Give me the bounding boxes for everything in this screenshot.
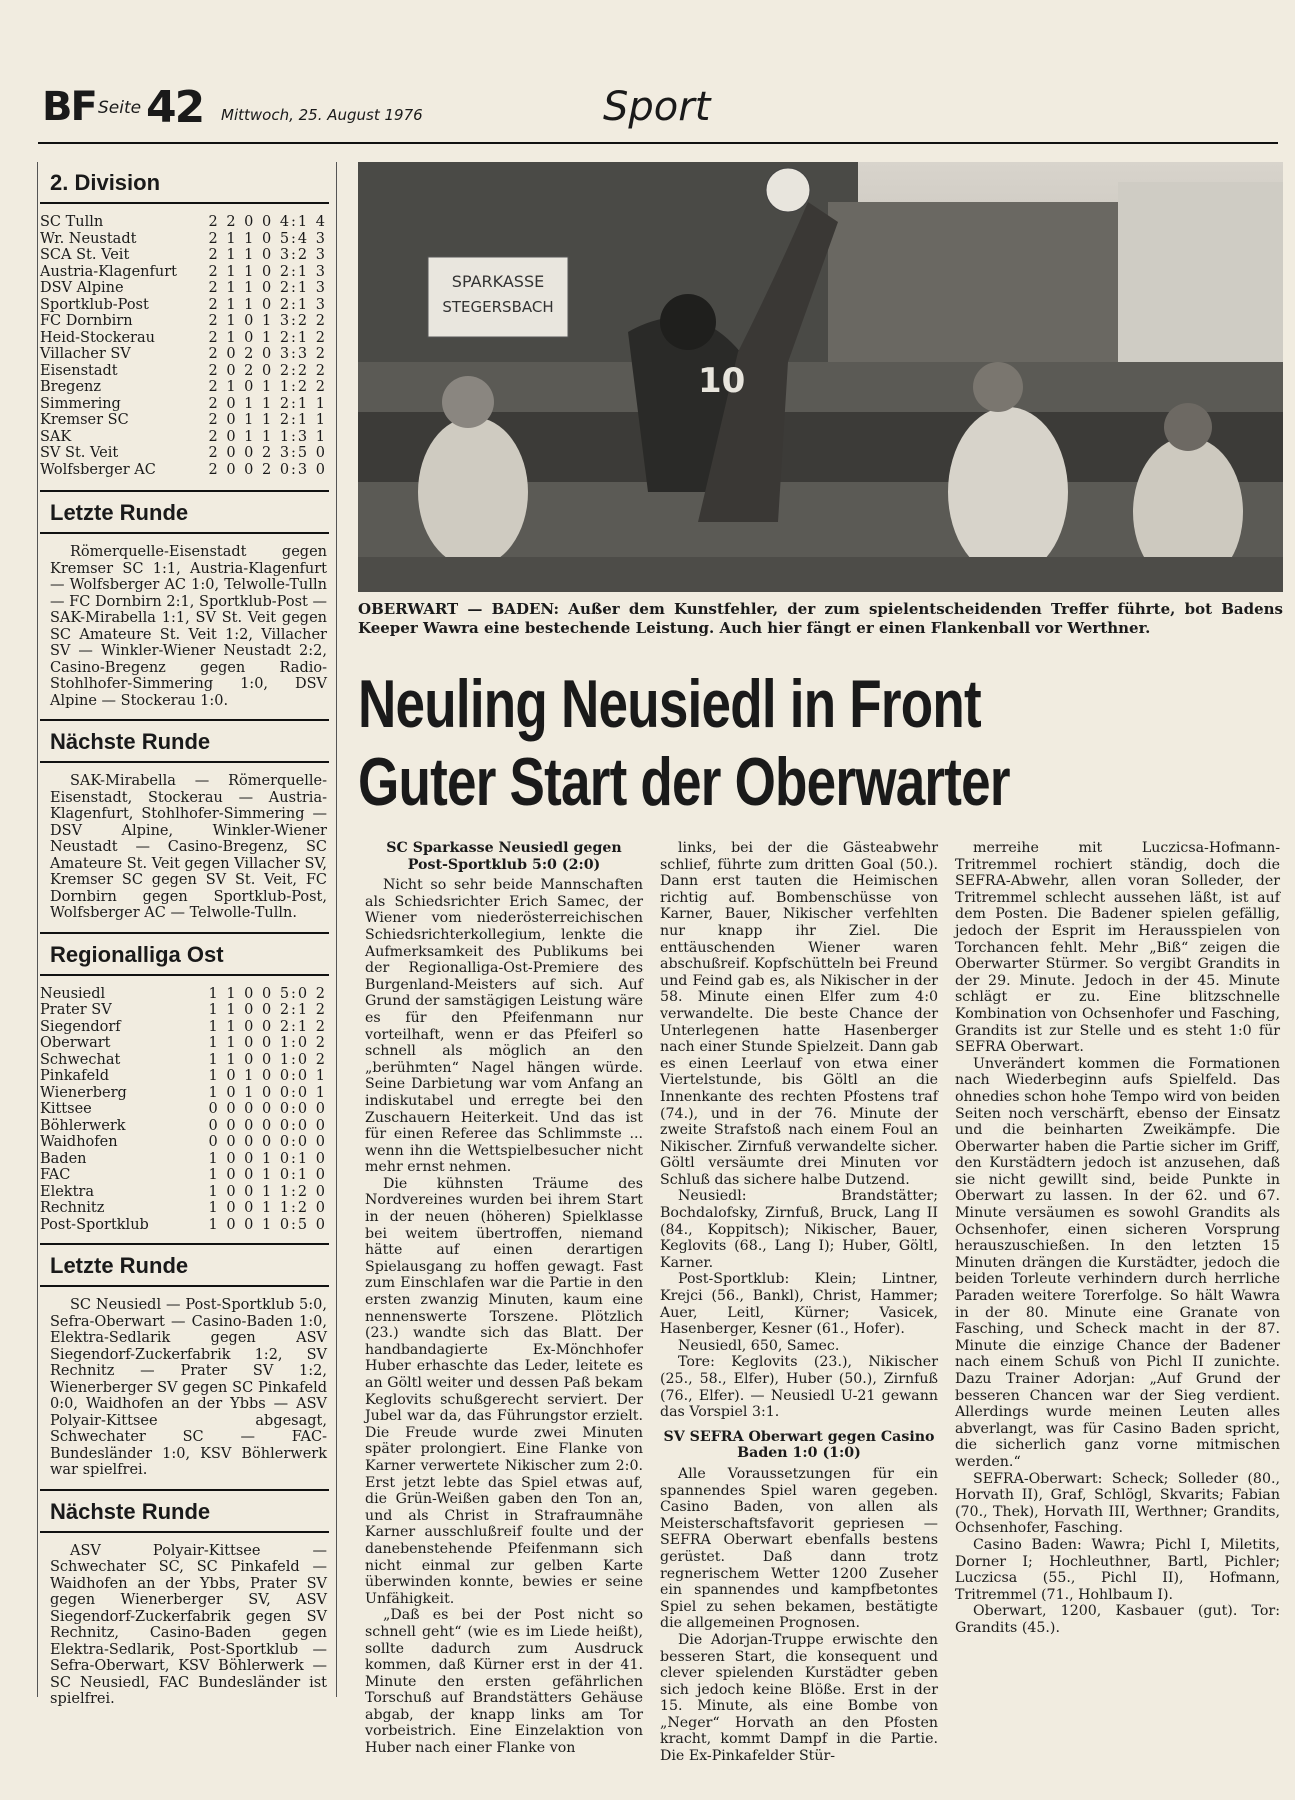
match-2-subheading: SV SEFRA Oberwart gegen Casino Baden 1:0 (1:0) <box>663 1428 935 1462</box>
team-record: 2 1 1 0 2:1 3 <box>208 263 327 280</box>
team-name: DSV Alpine <box>40 280 124 296</box>
lineup-neusiedl: Neusiedl: Brandstätter; Bochdalofsky, Zirnfuß, Bruck, Lang II (84., Koppitsch); Nikischer, Bauer, Keglovits (68., Lang I); Huber, Göltl, Karner. <box>660 1188 938 1271</box>
regio-next-round-heading: Nächste Runde <box>40 1489 329 1533</box>
team-name: Heid-Stockerau <box>40 329 155 346</box>
team-record: 1 1 0 0 2:1 2 <box>208 1002 327 1018</box>
article-paragraph: Unverändert kommen die Formationen nach Wiederbeginn aufs Spielfeld. Das ohnedies schon hohe Tempo wird von beiden Seiten noch verschärft, ebenso der Einsatz und die beinharten Zweikämpfe. Die Oberwarter haben die Partie sicher im Griff, den Kurstädtern jedoch ist anzusehen, daß sie nicht gewillt sind, beide Punkte in Oberwart zu lassen. In der 62. und 67. Minute versäumen es sowohl Grandits als Ochsenhofer, einen sicheren Vorsprung herauszuschießen. In den letzten 15 Minuten drängen die Kurstädter, jedoch die beiden Torleute verhindern durch herrliche Paraden weitere Torerfolge. So hält Wawra in der 80. Minute eine Granate von Fasching, und Scheck macht in der 87. Minute die einzige Chance der Badener nach einem Schuß von Pichl II zunichte. Dazu Trainer Adorjan: „Auf Grund der besseren Chancen war der Sieg verdient. Allerdings wurde meinen Leuten alles abverlangt, was für Casino Baden spricht, die sicherlich ganz vorne mitmischen werden.“ <box>955 1055 1280 1470</box>
team-record: 1 0 1 0 0:0 1 <box>208 1084 327 1101</box>
team-name: Waidhofen <box>40 1134 118 1150</box>
issue-date: Mittwoch, 25. August 1976 <box>221 106 423 124</box>
article-column-3 <box>955 840 1280 1637</box>
team-name: Prater SV <box>40 1002 112 1018</box>
article-column-1 <box>365 840 643 1757</box>
regio-next-round-text: ASV Polyair-Kittsee — Schwechater SC, SC Pinkafeld — Waidhofen an der Ybbs, Prater SV gegen Wienerberger SV, ASV Siegendorf-Zuckerfabrik gegen SV Rechnitz, Casino-Baden gegen Elektra-Sedlarik, Post-Sportklub — Sefra-Oberwart, KSV Böhlerwerk — SC Neusiedl, FAC Bundesländer ist spielfrei. <box>50 1542 327 1707</box>
article-paragraph: merreihe mit Luczicsa-Hofmann-Tritremmel rochiert ständig, doch die SEFRA-Abwehr, allen voran Solleder, der Tritremmel schlecht aussehen läßt, ist auf dem Posten. Die Badener spielen gefällig, jedoch der Esprit im Herausspielen von Torchancen fehlt. Mehr „Biß“ zeigen die Oberwarter Stürmer. So vergibt Grandits in der 29. Minute. Jedoch in der 45. Minute schlägt er zu. Eine blitzschnelle Kombination von Ochsenhofer und Fasching, Grandits ist zur Stelle und es steht 1:0 für SEFRA Oberwart. <box>955 840 1280 1056</box>
match-photo <box>358 162 1283 592</box>
team-name: Wr. Neustadt <box>40 230 137 247</box>
team-record: 2 0 1 1 1:3 1 <box>208 428 327 445</box>
headline-line-2: Guter Start der Oberwarter <box>358 744 1010 820</box>
team-name: Neusiedl <box>40 985 106 1002</box>
regionalliga-heading: Regionalliga Ost <box>40 932 329 976</box>
team-name: Oberwart <box>40 1035 111 1051</box>
team-record: 1 1 0 0 2:1 2 <box>208 1018 327 1035</box>
team-record: 2 1 0 1 2:1 2 <box>208 329 327 346</box>
team-record: 1 0 0 1 1:2 0 <box>208 1200 327 1216</box>
team-record: 1 1 0 0 1:0 2 <box>208 1035 327 1051</box>
team-record: 1 0 0 1 1:2 0 <box>208 1183 327 1200</box>
team-record: 2 1 1 0 2:1 3 <box>208 280 327 296</box>
team-name: Bregenz <box>40 379 102 395</box>
team-record: 2 2 0 0 4:1 4 <box>208 214 327 230</box>
team-name: Pinkafeld <box>40 1068 110 1084</box>
goals-info: Tore: Keglovits (23.), Nikischer (25., 58., Elfer), Huber (50.), Zirnfuß (76., Elfer). — Neusiedl U-21 gewann das Vorspiel 3:1. <box>660 1354 938 1421</box>
team-name: Sportklub-Post <box>40 296 149 313</box>
photo-banner-text-2: STEGERSBACH <box>442 298 554 316</box>
team-name: SCA St. Veit <box>40 247 130 263</box>
team-record: 1 0 0 1 0:5 0 <box>208 1216 327 1233</box>
team-name: Rechnitz <box>40 1200 105 1216</box>
regio-last-round-text: SC Neusiedl — Post-Sportklub 5:0, Sefra-Oberwart — Casino-Baden 1:0, Elektra-Sedlarik gegen ASV Siegendorf-Zuckerfabrik 1:2, SV Rechnitz — Prater SV 1:2, Wienerberger SV gegen SC Pinkafeld 0:0, Waidhofen an der Ybbs — ASV Polyair-Kittsee abgesagt, Schwechater SC — FAC-Bundesländer 1:0, KSV Böhlerwerk war spielfrei. <box>50 1297 327 1478</box>
team-name: Elektra <box>40 1183 94 1200</box>
division-2-heading: 2. Division <box>40 162 329 204</box>
match-1-subheading: SC Sparkasse Neusiedl gegen Post-Sportklub 5:0 (2:0) <box>386 840 622 873</box>
team-record: 2 0 0 2 3:5 0 <box>208 445 327 461</box>
div2-last-round-heading: Letzte Runde <box>40 490 329 534</box>
page-label: Seite <box>98 98 142 118</box>
team-record: 2 1 0 1 3:2 2 <box>208 313 327 329</box>
team-record: 2 1 0 1 1:2 2 <box>208 379 327 395</box>
team-record: 1 1 0 0 1:0 2 <box>208 1051 327 1068</box>
team-record: 1 0 0 1 0:1 0 <box>208 1150 327 1167</box>
photo-banner-text-1: SPARKASSE <box>451 272 545 291</box>
team-name: Wolfsberger AC <box>40 461 156 478</box>
team-record: 1 1 0 0 5:0 2 <box>208 985 327 1002</box>
div2-next-round-text: SAK-Mirabella — Römerquelle-Eisenstadt, Stockerau — Austria-Klagenfurt, Stohlhofer-Simmering — DSV Alpine, Winkler-Wiener Neustadt — Casino-Bregenz, SC Amateure St. Veit gegen Villacher SV, Kremser SC gegen SV St. Veit, FC Dornbirn gegen Sportklub-Post, Wolfsberger AC — Telwolle-Tulln. <box>50 773 328 921</box>
match-info: Neusiedl, 650, Samec. <box>678 1337 840 1354</box>
match-info: Oberwart, 1200, Kasbauer (gut). Tor: Grandits (45.). <box>955 1603 1280 1636</box>
article-paragraph: Alle Voraussetzungen für ein spannendes Spiel waren gegeben. Casino Baden, von allen als Meisterschaftsfavorit gepriesen — SEFRA Oberwart ebenfalls bestens gerüstet. Daß dann trotz regnerischem Wetter 1200 Zuseher ein spannendes und kampfbetontes Spiel zu sehen bekamen, bestätigte die allgemeinen Prognosen. <box>660 1465 938 1632</box>
lineup-baden: Casino Baden: Wawra; Pichl I, Miletits, Dorner I; Hochleuthner, Bartl, Pichler; Luczicsa (55., Pichl II), Hofmann, Tritremmel (71., Hohlbaum I). <box>955 1536 1280 1603</box>
team-name: FAC <box>40 1167 71 1183</box>
team-record: 0 0 0 0 0:0 0 <box>208 1101 327 1117</box>
team-name: Austria-Klagenfurt <box>40 263 177 280</box>
article-paragraph: Die Adorjan-Truppe erwischte den besseren Start, die konsequent und clever spielenden Kurstädter geben sich jedoch keine Blöße. Erst in der 15. Minute, als eine Bombe von „Neger“ Horvath an den Pfosten kracht, kommt Dampf in die Partie. Die Ex-Pinkafelder Stür- <box>660 1631 938 1765</box>
main-headline <box>358 665 1080 821</box>
team-name: Wienerberg <box>40 1084 127 1101</box>
div2-last-round-text: Römerquelle-Eisenstadt gegen Kremser SC 1:1, Austria-Klagenfurt — Wolfsberger AC 1:0, Telwolle-Tulln — FC Dornbirn 2:1, Sportklub-Post — SAK-Mirabella 1:1, SV St. Veit gegen SC Amateure St. Veit 1:2, Villacher SV — Winkler-Wiener Neustadt 2:2, Casino-Bregenz gegen Radio-Stohlhofer-Simmering 1:0, DSV Alpine — Stockerau 1:0. <box>50 544 327 709</box>
article-paragraph: „Daß es bei der Post nicht so schnell geht“ (wie es im Liede heißt), sollte dadurch zum Ausdruck kommen, daß Kürner erst in der 41. Minute den ersten gefährlichen Torschuß auf Brandstätters Gehäuse abgab, der knapp links am Tor vorbeistrich. Eine Einzelaktion von Huber nach einer Flanke von <box>365 1607 643 1757</box>
team-record: 1 0 0 1 0:1 0 <box>208 1167 327 1183</box>
regio-last-round-heading: Letzte Runde <box>40 1243 329 1287</box>
team-name: Kremser SC <box>40 412 129 428</box>
article-paragraph: Die kühnsten Träume des Nordvereines wurden bei ihrem Start in der neuen (höheren) Spielklasse bei weitem übertroffen, niemand hätte auf einen derartigen Spielausgang zu hoffen gewagt. Fast zum Einschlafen war die Partie in den ersten zwanzig Minuten, kaum eine nennenswerte Torszene. Plötzlich (23.) wandte sich das Blatt. Der handbandagierte Ex-Mönchhofer Huber erhaschte das Leder, leitete es an Göltl weiter und dessen Paß bekam Keglovits schußgerecht serviert. Der Jubel war da, das Führungstor erzielt. Die Freude wurde zwei Minuten später prolongiert. Eine Flanke von Karner verwertete Nikischer zum 2:0. Erst jetzt lebte das Spiel etwas auf, die Grün-Weißen gaben den Ton an, und als Christ in Strafraumnähe Karner ausschlußreif foulte und der danebenstehende Pfeifenmann sich nicht einmal zur gelben Karte überwinden konnte, bewies er seine Unfähigkeit. <box>365 1175 643 1607</box>
headline-line-1: Neuling Neusiedl in Front <box>358 666 981 742</box>
team-name: FC Dornbirn <box>40 313 133 329</box>
standings-column <box>40 162 335 1708</box>
team-name: Eisenstadt <box>40 362 118 379</box>
team-record: 2 1 1 0 3:2 3 <box>208 247 327 263</box>
team-name: SC Tulln <box>40 214 104 230</box>
team-record: 0 0 0 0 0:0 0 <box>208 1117 327 1134</box>
team-record: 2 0 1 1 2:1 1 <box>208 395 327 412</box>
team-name: Baden <box>40 1150 87 1167</box>
team-name: Simmering <box>40 395 121 412</box>
team-name: Schwechat <box>40 1051 121 1068</box>
team-record: 2 0 2 0 3:3 2 <box>208 346 327 362</box>
section-title: Sport <box>603 84 711 130</box>
team-record: 2 0 2 0 2:2 2 <box>208 362 327 379</box>
team-record: 2 0 0 2 0:3 0 <box>208 461 327 478</box>
team-name: Post-Sportklub <box>40 1216 149 1233</box>
team-name: Siegendorf <box>40 1018 121 1035</box>
article-column-2 <box>660 840 938 1765</box>
page-number: 42 <box>146 82 204 133</box>
team-record: 2 1 1 0 5:4 3 <box>208 230 327 247</box>
team-record: 0 0 0 0 0:0 0 <box>208 1134 327 1150</box>
team-name: Kittsee <box>40 1101 92 1117</box>
div2-next-round-heading: Nächste Runde <box>40 719 329 763</box>
photo-jersey-number: 10 <box>698 361 746 401</box>
photo-caption: OBERWART — BADEN: Außer dem Kunstfehler, der zum spielentscheidenden Treffer führte, bot Badens Keeper Wawra eine bestechende Leistung. Auch hier fängt er einen Flankenball vor Werthner. <box>358 600 1283 637</box>
article-paragraph: links, bei der die Gästeabwehr schlief, führte zum dritten Goal (50.). Dann erst tauten die Heimischen richtig auf. Bombenschüsse von Karner, Bauer, Nikischer verfehlten nur knapp ihr Ziel. Die enttäuschenden Wiener waren abschußreif. Kopfschütteln bei Freund und Feind gab es, als Nikischer in der 58. Minute einen Elfer zum 4:0 verwandelte. Die beste Chance der Unterlegenen hatte Hasenberger nach einer Stunde Spielzeit. Dann gab es einen Leerlauf von etwa einer Viertelstunde, bis Göltl an die Innenkante des rechten Pfostens traf (74.), und in der 76. Minute der zweite Strafstoß nach einem Foul an Nikischer. Zirnfuß verwandelte sicher. Göltl versäumte drei Minuten vor Schluß das sichere halbe Dutzend. <box>660 840 938 1188</box>
team-name: SAK <box>40 428 72 445</box>
lineup-post-sportklub: Post-Sportklub: Klein; Lintner, Krejci (56., Bankl), Christ, Hammer; Auer, Leitl, Kürner; Vasicek, Hasenberger, Kesner (61., Hofer). <box>660 1271 938 1338</box>
article-paragraph: Nicht so sehr beide Mannschaften als Schiedsrichter Erich Samec, der Wiener vom niederösterreichischen Schiedsrichterkollegium, lenkte die Aufmerksamkeit des Publikums bei der Regionalliga-Ost-Premiere des Burgenland-Meisters auf sich. Auf Grund der samstägigen Leistung wäre es für den Pfeifenmann nur vorteilhaft, wenn er das Pfeiferl so schnell als möglich an den „berühmten“ Nagel hängen würde. Seine Darbietung war vom Anfang an indiskutabel und erregte bei den Zuschauern Heiterkeit. Und das ist für einen Referee das Schlimmste ... wenn ihn die Wettspielbesucher nicht mehr ernst nehmen. <box>365 877 643 1176</box>
team-name: SV St. Veit <box>40 445 119 461</box>
masthead <box>38 78 1278 144</box>
team-record: 2 0 1 1 2:1 1 <box>208 412 327 428</box>
masthead-logo: BF <box>42 84 96 130</box>
team-record: 1 0 1 0 0:0 1 <box>208 1068 327 1084</box>
team-record: 2 1 1 0 2:1 3 <box>208 296 327 313</box>
team-name: Böhlerwerk <box>40 1117 126 1134</box>
lineup-oberwart: SEFRA-Oberwart: Scheck; Solleder (80., Horvath II), Graf, Schlögl, Skvarits; Fabian (70., Thek), Horvath III, Werthner; Grandits, Ochsenhofer, Fasching. <box>955 1470 1280 1537</box>
team-name: Villacher SV <box>40 346 131 362</box>
